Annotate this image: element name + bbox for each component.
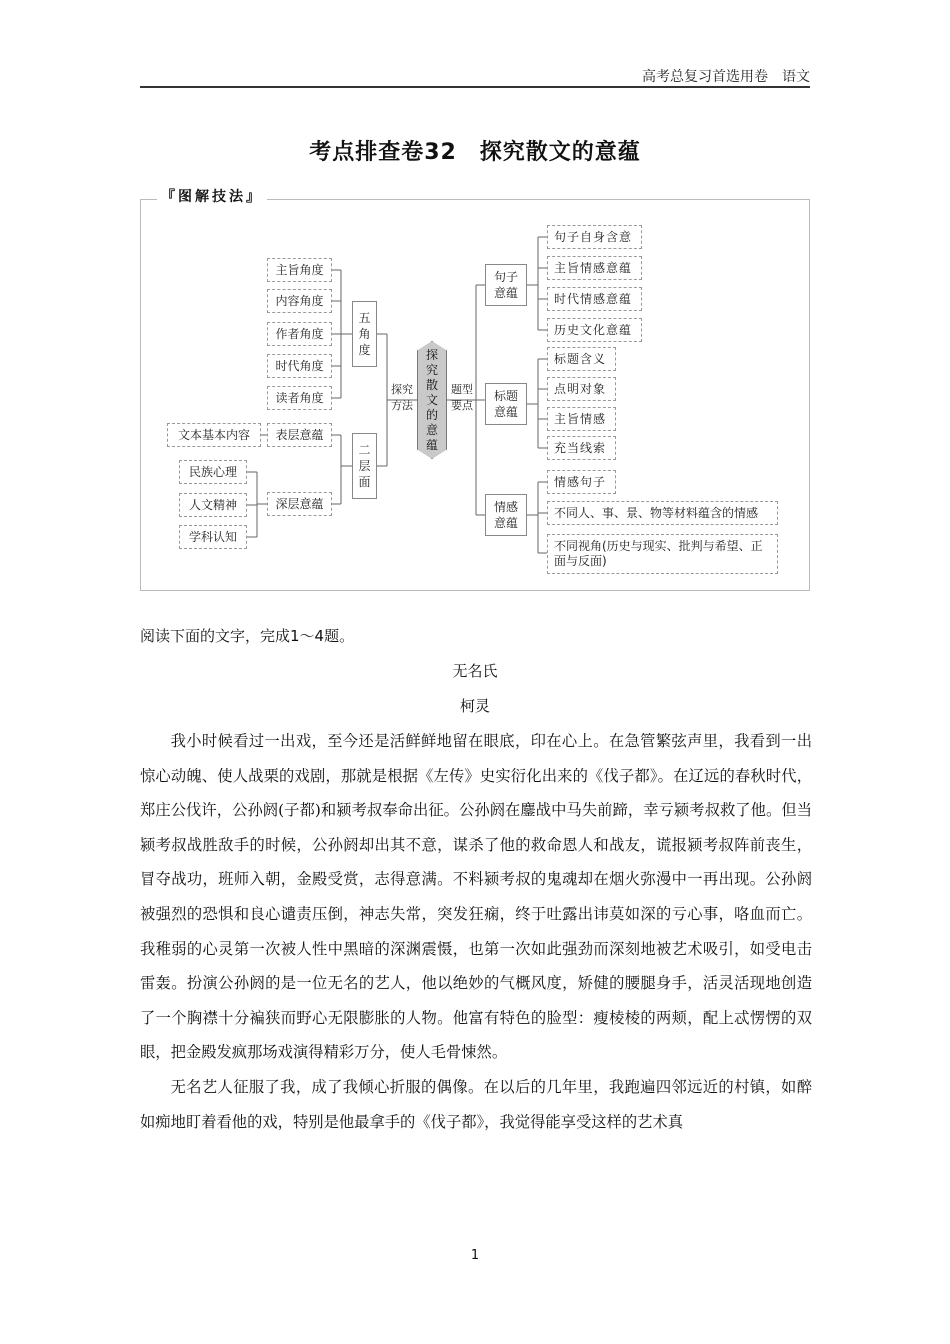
emotion-item: 不同人、事、景、物等材料蕴含的情感 — [547, 501, 778, 525]
group-label: 意蕴 — [493, 516, 518, 530]
center-char: 文 — [425, 392, 438, 407]
group-label: 意蕴 — [493, 405, 518, 419]
center-char: 蕴 — [425, 437, 438, 452]
title-meaning-box — [485, 383, 527, 425]
page-title: 考点排查卷32 探究散文的意蕴 — [309, 140, 641, 165]
angle-item: 主旨角度 — [267, 258, 332, 282]
two-levels-char: 面 — [358, 475, 371, 489]
passage-author: 柯灵 — [459, 697, 490, 715]
title-item: 充当线索 — [547, 436, 616, 460]
surface-meaning: 表层意蕴 — [267, 423, 332, 447]
sentence-item: 时代情感意蕴 — [547, 287, 642, 311]
angle-item: 时代角度 — [267, 354, 332, 378]
center-topic — [417, 341, 447, 459]
passage-title: 无名氏 — [452, 662, 498, 680]
connector-text: 题型 — [451, 383, 473, 396]
five-angles-char: 五 — [358, 311, 371, 325]
deep-source: 民族心理 — [179, 460, 247, 484]
method-diagram — [140, 189, 810, 591]
header-rule — [140, 86, 810, 88]
two-levels-char: 二 — [358, 443, 371, 457]
running-header: 高考总复习首选用卷 语文 — [642, 69, 810, 85]
type-connector-label — [447, 380, 477, 416]
sentence-item: 历史文化意蕴 — [547, 318, 642, 342]
emotion-item: 情感句子 — [547, 470, 616, 494]
angle-item: 作者角度 — [267, 322, 332, 346]
center-char: 探 — [425, 347, 438, 362]
instruction: 阅读下面的文字，完成1～4题。 — [140, 627, 355, 645]
surface-source: 文本基本内容 — [167, 423, 261, 447]
five-angles-char: 角 — [358, 327, 371, 341]
five-angles-char: 度 — [358, 343, 371, 357]
group-label: 意蕴 — [493, 286, 518, 300]
center-char: 的 — [425, 407, 438, 422]
two-levels-box — [352, 433, 377, 499]
emotion-item: 不同视角(历史与现实、批判与希望、正面与反面) — [547, 534, 778, 574]
paragraph: 无名艺人征服了我，成了我倾心折服的偶像。在以后的几年里，我跑遍四邻远近的村镇，如醉如痴地盯着看他的戏，特别是他最拿手的《伐子都》，我觉得能享受这样的艺术真 — [140, 1077, 812, 1131]
diagram-label: 『图解技法』 — [157, 186, 267, 206]
title-item: 点明对象 — [547, 377, 616, 401]
deep-meaning: 深层意蕴 — [267, 492, 332, 516]
two-levels-char: 层 — [358, 459, 371, 473]
group-label: 句子 — [493, 270, 518, 284]
angle-item: 内容角度 — [267, 289, 332, 313]
angle-item: 读者角度 — [267, 386, 332, 410]
method-connector-label — [387, 380, 417, 416]
connector-text: 要点 — [451, 399, 473, 412]
connector-text: 方法 — [391, 399, 413, 412]
center-char: 意 — [425, 422, 438, 437]
five-angles-box — [352, 301, 377, 367]
group-label: 情感 — [493, 500, 518, 514]
deep-source: 学科认知 — [179, 525, 247, 549]
passage-body — [140, 724, 812, 1139]
title-item: 主旨情感 — [547, 407, 616, 431]
emotion-meaning-box — [485, 494, 527, 536]
paragraph: 我小时候看过一出戏，至今还是活鲜鲜地留在眼底，印在心上。在急管繁弦声里，我看到一出惊心动魄、使人战栗的戏剧，那就是根据《左传》史实衍化出来的《伐子都》。在辽远的春秋时代，郑庄公伐许，公孙阏(子都)和颍考叔奉命出征。公孙阏在鏖战中马失前蹄，幸亏颍考叔救了他。但当颍考叔战胜敌手的时候，公孙阏却出其不意，谋杀了他的救命恩人和战友，谎报颍考叔阵前丧生，冒夺战功，班师入朝，金殿受赏，志得意满。不料颍考叔的鬼魂却在烟火弥漫中一再出现。公孙阏被强烈的恐惧和良心谴责压倒，神志失常，突发狂痫，终于吐露出讳莫如深的亏心事，咯血而亡。我稚弱的心灵第一次被人性中黑暗的深渊震慑，也第一次如此强劲而深刻地被艺术吸引，如受电击雷轰。扮演公孙阏的是一位无名的艺人，他以绝妙的气概风度，矫健的腰腿身手，活灵活现地创造了一个胸襟十分褊狭而野心无限膨胀的人物。他富有特色的脸型：瘦棱棱的两颊，配上忒愣愣的双眼，把金殿发疯那场戏演得精彩万分，使人毛骨悚然。 — [140, 732, 812, 1062]
page-number: 1 — [470, 1248, 480, 1263]
connector-text: 探究 — [391, 383, 413, 396]
sentence-item: 主旨情感意蕴 — [547, 256, 642, 280]
group-label: 标题 — [493, 389, 518, 403]
deep-source: 人文精神 — [179, 493, 247, 517]
center-char: 究 — [425, 362, 438, 377]
sentence-item: 句子自身含意 — [547, 225, 642, 249]
sentence-meaning-box — [485, 264, 527, 306]
title-item: 标题含义 — [547, 347, 616, 371]
center-char: 散 — [425, 377, 438, 392]
